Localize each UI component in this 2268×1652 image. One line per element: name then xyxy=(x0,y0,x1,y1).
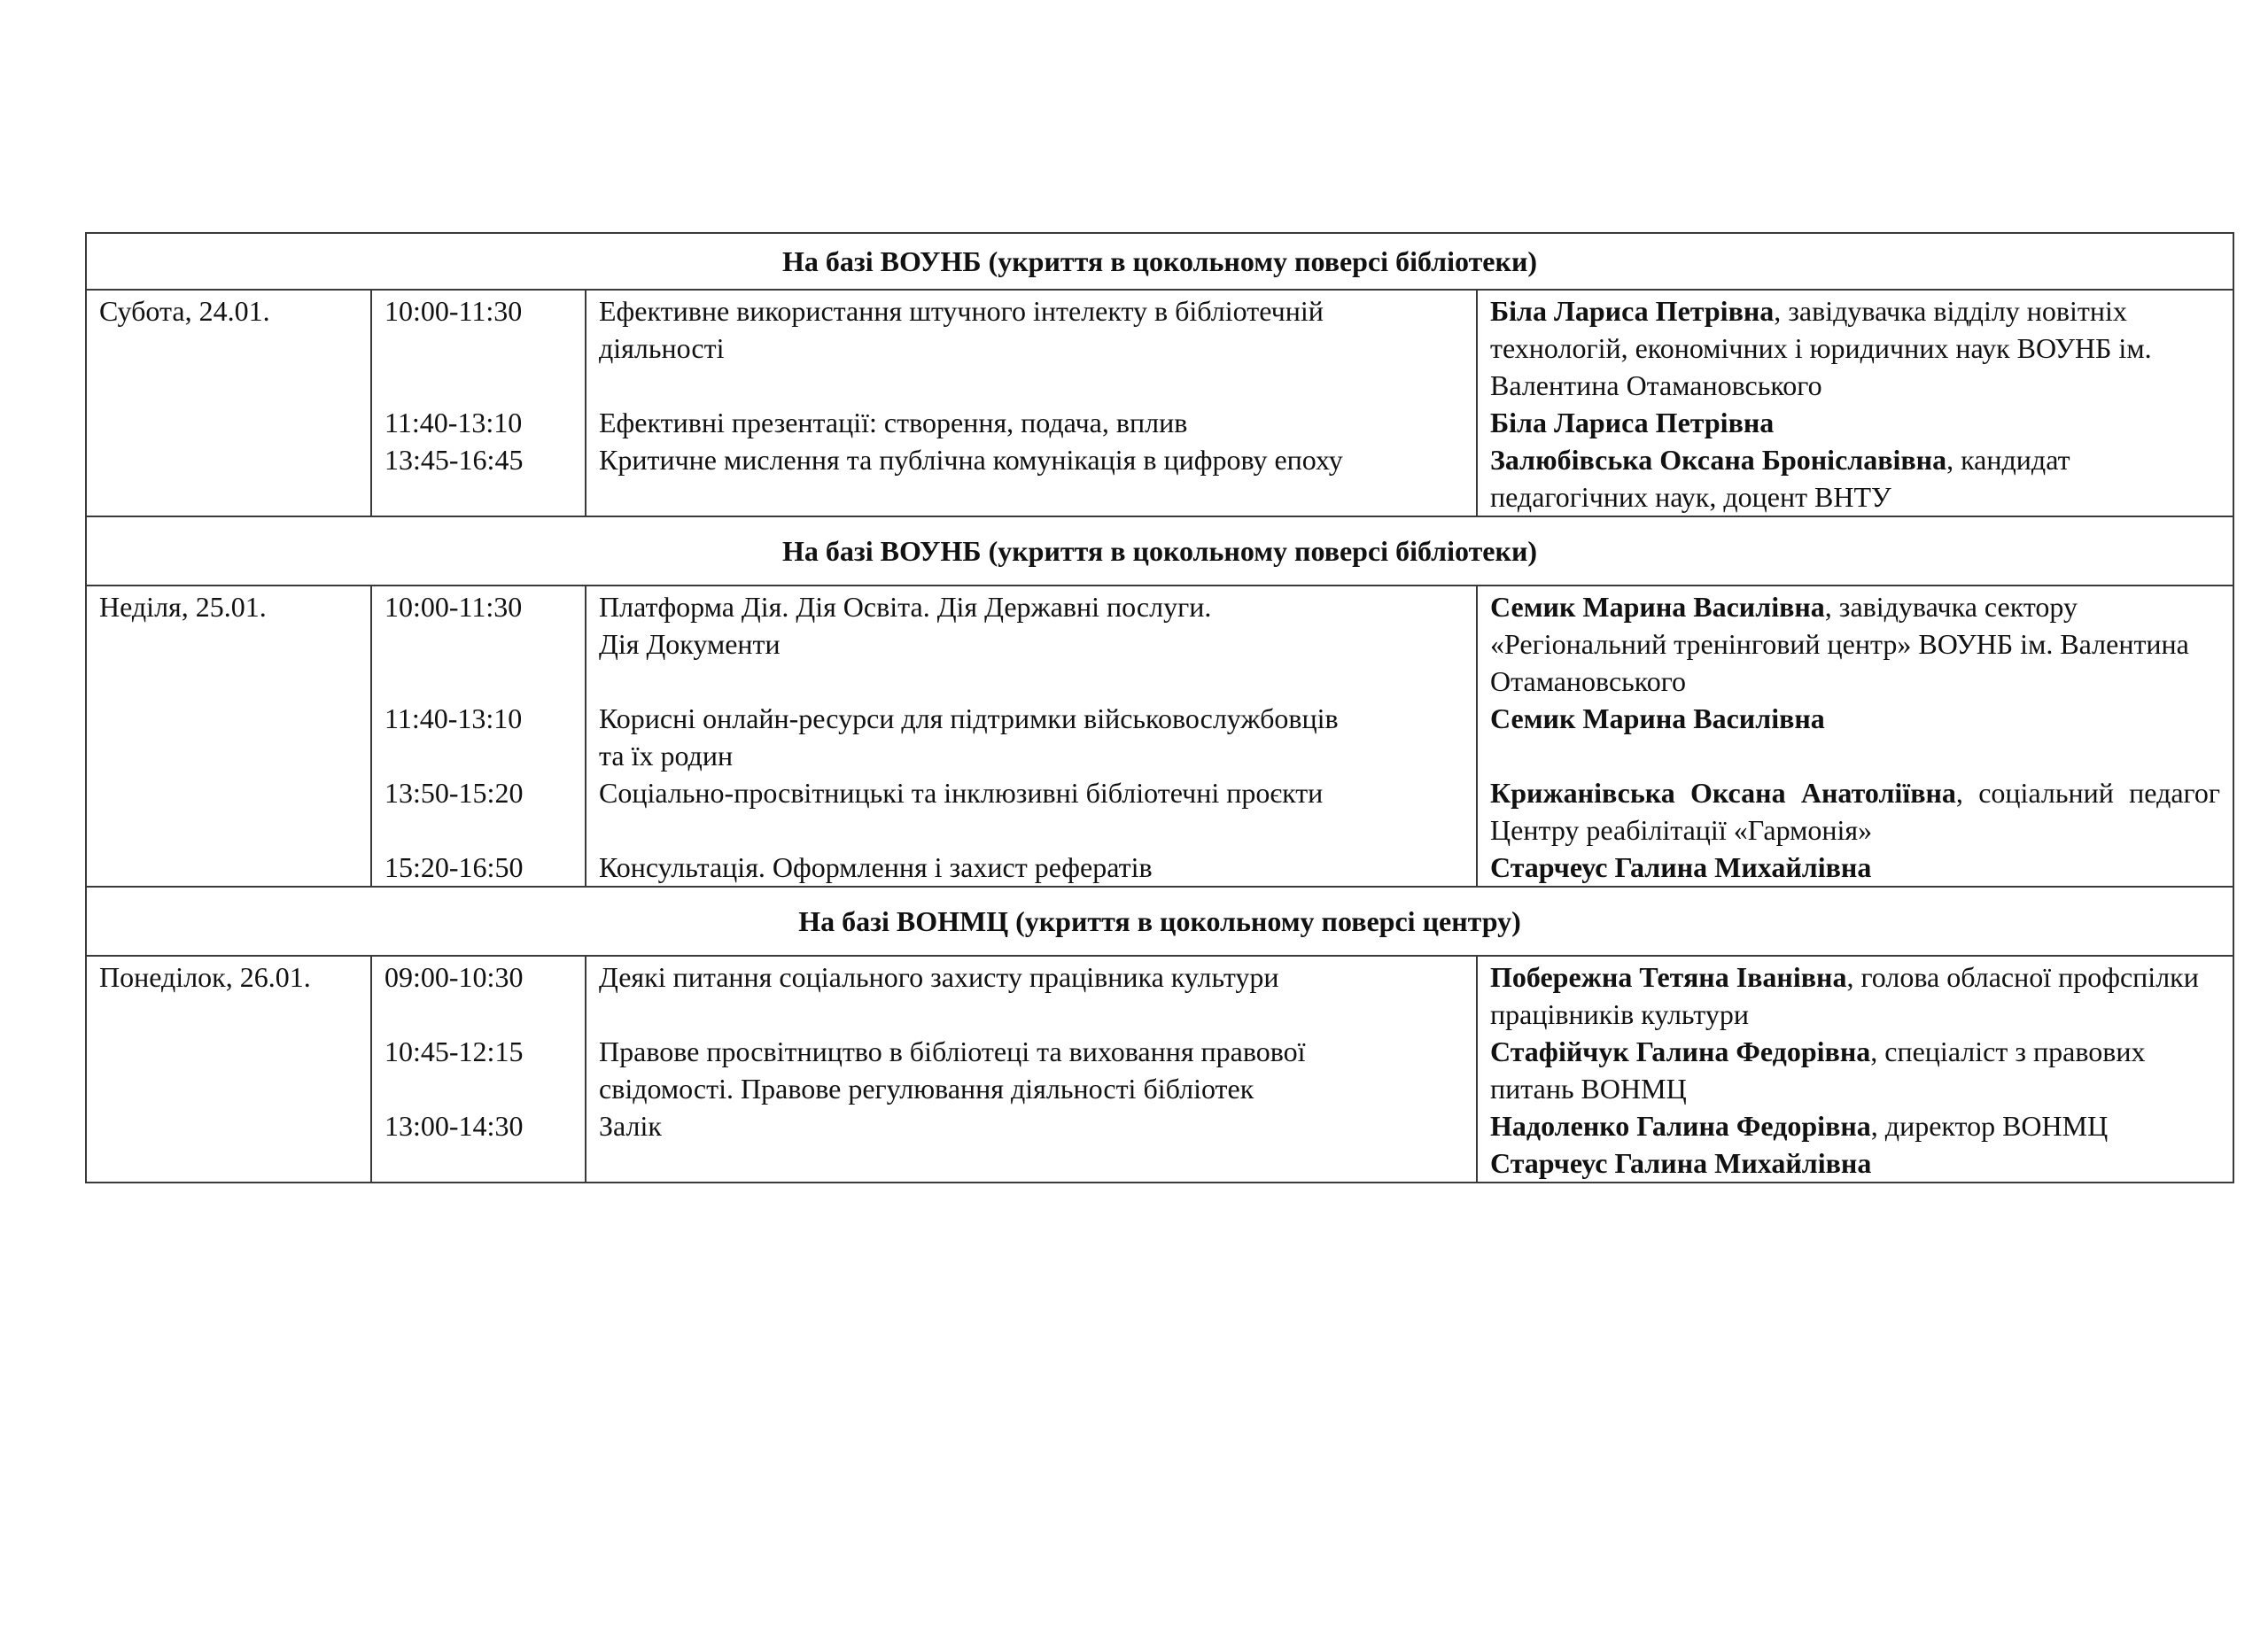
session-topic: Правове просвітництво в бібліотеці та виховання правової xyxy=(599,1035,1306,1067)
session-time: 10:00-11:30 xyxy=(384,591,523,623)
time-cell xyxy=(371,290,586,516)
topic-cell xyxy=(586,956,1477,1183)
session-time: 10:45-12:15 xyxy=(384,1035,524,1067)
session-time: 15:20-16:50 xyxy=(384,851,524,883)
lecturer-name: Старчеус Галина Михайлівна xyxy=(1490,851,1872,883)
lecturer-entry xyxy=(1490,849,2220,886)
day-cell xyxy=(86,956,371,1183)
schedule-table xyxy=(85,232,2234,1183)
session-time: 09:00-10:30 xyxy=(384,961,524,993)
section-header: На базі ВОНМЦ (укриття в цокольному поверсі центру) xyxy=(86,887,2233,956)
section-row xyxy=(86,956,2233,1183)
lecturer-name: Стафійчук Галина Федорівна xyxy=(1490,1035,1871,1067)
session-topic: Соціально-просвітницькі та інклюзивні бібліотечні проєкти xyxy=(599,777,1324,809)
lecturer-entry xyxy=(1490,404,2220,441)
section-header-row xyxy=(86,887,2233,956)
day-label: Понеділок, 26.01. xyxy=(99,961,311,993)
lecturer-role: , завідувачка відділу новітніх технологій, економічних і юридичних наук ВОУНБ ім. Валентина Отамановського xyxy=(1490,295,2152,401)
lecturer-name: Семик Марина Василівна xyxy=(1490,702,1825,734)
time-cell xyxy=(371,586,586,887)
session-time: 11:40-13:10 xyxy=(384,702,523,734)
session-time: 13:50-15:20 xyxy=(384,777,524,809)
session-topic: та їх родин xyxy=(599,740,734,772)
lecturer-name: Семик Марина Василівна xyxy=(1490,591,1825,623)
lecturer-name: Крижанівська Оксана Анатоліївна xyxy=(1490,777,1956,809)
section-header: На базі ВОУНБ (укриття в цокольному поверсі бібліотеки) xyxy=(86,516,2233,586)
lecturer-entry xyxy=(1490,958,2220,1033)
session-topic: Залік xyxy=(599,1110,662,1142)
section-header: На базі ВОУНБ (укриття в цокольному поверсі бібліотеки) xyxy=(86,233,2233,290)
section-header-row xyxy=(86,516,2233,586)
lecturer-entry xyxy=(1490,1107,2220,1144)
lecturer-role: , завідувачка сектору «Регіональний тренінговий центр» ВОУНБ ім. Валентина Отамановського xyxy=(1490,591,2189,697)
lecturer-name: Побережна Тетяна Іванівна xyxy=(1490,961,1847,993)
section-header-row xyxy=(86,233,2233,290)
lecturer-entry xyxy=(1490,1033,2220,1107)
lecturer-name: Біла Лариса Петрівна xyxy=(1490,295,1775,327)
section-row xyxy=(86,290,2233,516)
lecturer-cell xyxy=(1477,290,2233,516)
session-topic: Критичне мислення та публічна комунікація в цифрову епоху xyxy=(599,444,1343,476)
lecturer-entry xyxy=(1490,441,2220,516)
day-cell xyxy=(86,290,371,516)
lecturer-entry xyxy=(1490,588,2220,700)
lecturer-name: Біла Лариса Петрівна xyxy=(1490,407,1775,438)
session-topic: Ефективне використання штучного інтелекту в бібліотечній xyxy=(599,295,1324,327)
time-cell xyxy=(371,956,586,1183)
lecturer-role: , директор ВОНМЦ xyxy=(1870,1110,2109,1142)
lecturer-role: , спеціаліст з правових питань ВОНМЦ xyxy=(1490,1035,2146,1105)
session-time: 13:45-16:45 xyxy=(384,444,524,476)
day-label: Субота, 24.01. xyxy=(99,295,270,327)
session-topic: Деякі питання соціального захисту працівника культури xyxy=(599,961,1279,993)
lecturer-cell xyxy=(1477,586,2233,887)
session-time: 13:00-14:30 xyxy=(384,1110,524,1142)
day-cell xyxy=(86,586,371,887)
lecturer-name: Надоленко Галина Федорівна xyxy=(1490,1110,1871,1142)
lecturer-role: , голова обласної профспілки працівників культури xyxy=(1490,961,2199,1030)
session-topic: Корисні онлайн-ресурси для підтримки військовослужбовців xyxy=(599,702,1339,734)
session-topic: Дія Документи xyxy=(599,628,781,660)
session-topic: свідомості. Правове регулювання діяльності бібліотек xyxy=(599,1073,1254,1105)
lecturer-role: , соціальний педагог Центру реабілітації «Гармонія» xyxy=(1490,777,2220,846)
lecturer-name: Залюбівська Оксана Броніславівна xyxy=(1490,444,1947,476)
lecturer-entry xyxy=(1490,292,2220,404)
lecturer-entry xyxy=(1490,774,2220,849)
session-topic: Консультація. Оформлення і захист рефератів xyxy=(599,851,1153,883)
session-topic: Платформа Дія. Дія Освіта. Дія Державні послуги. xyxy=(599,591,1212,623)
section-row xyxy=(86,586,2233,887)
session-topic: Ефективні презентації: створення, подача, вплив xyxy=(599,407,1188,438)
day-label: Неділя, 25.01. xyxy=(99,591,267,623)
lecturer-cell xyxy=(1477,956,2233,1183)
session-topic: діяльності xyxy=(599,332,725,364)
lecturer-entry xyxy=(1490,700,2220,737)
lecturer-role: , кандидат педагогічних наук, доцент ВНТУ xyxy=(1490,444,2070,513)
session-time: 10:00-11:30 xyxy=(384,295,523,327)
session-time: 11:40-13:10 xyxy=(384,407,523,438)
lecturer-name: Старчеус Галина Михайлівна xyxy=(1490,1147,1872,1179)
topic-cell xyxy=(586,290,1477,516)
lecturer-entry xyxy=(1490,1144,2220,1182)
topic-cell xyxy=(586,586,1477,887)
